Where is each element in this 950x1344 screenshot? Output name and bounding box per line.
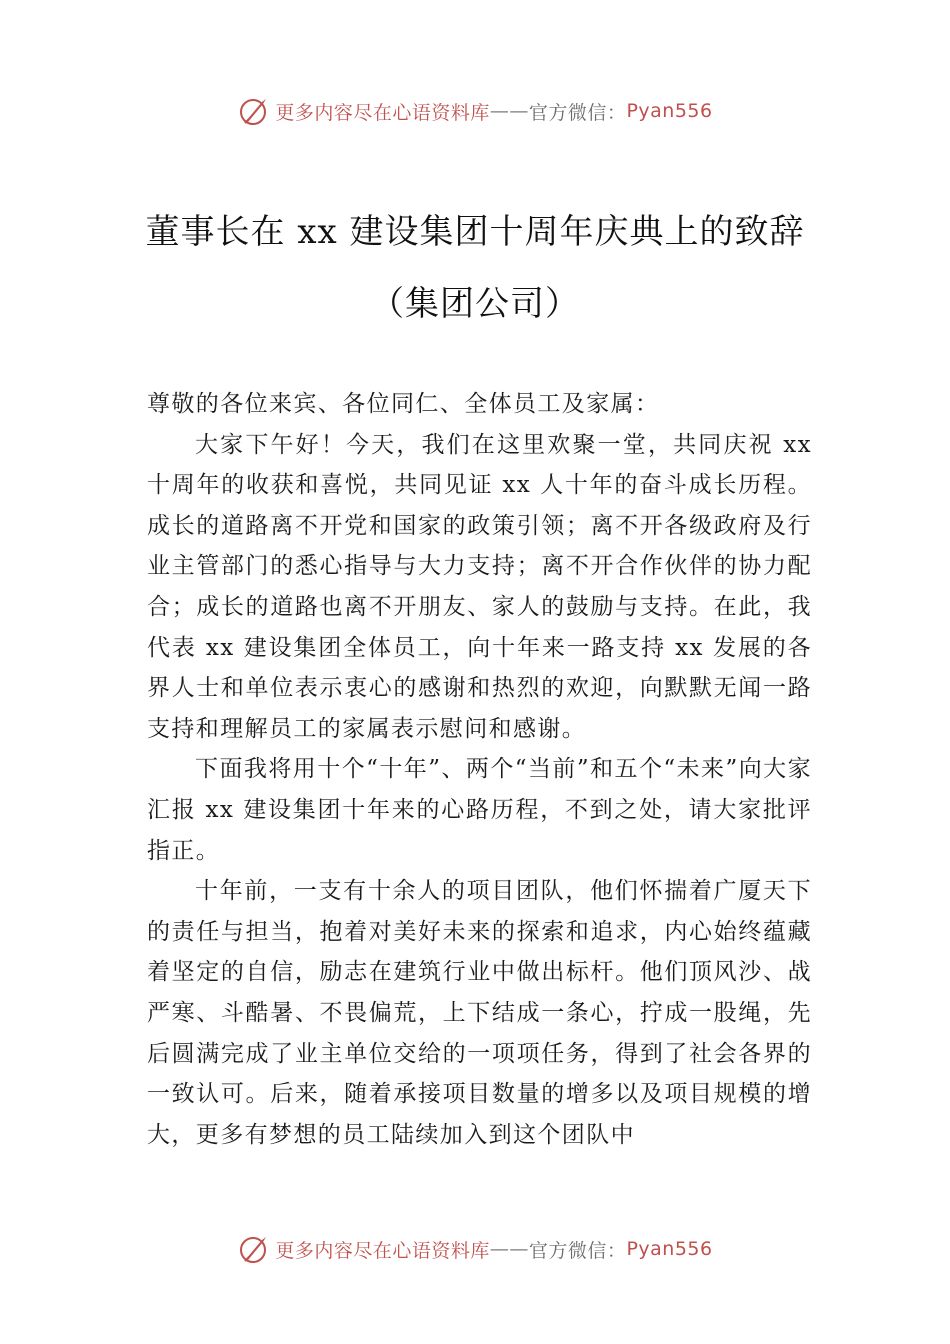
footer-dash: —— [489,1238,529,1260]
document-body [147,384,812,1155]
banner-dash: —— [489,100,529,122]
banner-wechat-id: Pyan556 [626,100,713,122]
document-title: 董事长在 xx 建设集团十周年庆典上的致辞 [145,212,805,252]
paragraph: 下面我将用十个“十年”、两个“当前”和五个“未来”向大家汇报 xx 建设集团十年来的心路历程，不到之处，请大家批评指正。 [147,756,812,864]
paragraph: 十年前，一支有十余人的项目团队，他们怀揣着广厦天下的责任与担当，抱着对美好未来的探索和追求，内心始终蕴藏着坚定的自信，励志在建筑行业中做出标杆。他们顶风沙、战严寒、斗酷暑、不畏偏荒，上下结成一条心，拧成一股绳，先后圆满完成了业主单位交给的一项项任务，得到了社会各界的一致认可。后来，随着承接项目数量的增多以及项目规模的增大，更多有梦想的员工陆续加入到这个团队中 [147,878,812,1148]
footer-wechat-label: 官方微信： [528,1239,627,1262]
footer-library-text: 更多内容尽在心语资料库 [275,1239,490,1262]
banner-wechat-label: 官方微信： [528,101,627,124]
document-subtitle: （集团公司） [370,284,580,324]
paragraph: 大家下午好！今天，我们在这里欢聚一堂，共同庆祝 xx 十周年的收获和喜悦，共同见证 xx 人十年的奋斗成长历程。成长的道路离不开党和国家的政策引领；离不开各级政府及行业主管部门的悉心指导与大力支持；离不开合作伙伴的协力配合；成长的道路也离不开朋友、家人的鼓励与支持。在此，我代表 xx 建设集团全体员工，向十年来一路支持 xx 发展的各界人士和单位表示衷心的感谢和热烈的欢迎，向默默无闻一路支持和理解员工的家属表示慰问和感谢。 [147,431,812,742]
footer-wechat-id: Pyan556 [626,1238,713,1260]
footer-banner [0,1232,950,1266]
quill-logo-icon [237,94,271,128]
header-banner [0,94,950,128]
quill-logo-icon [237,1232,271,1266]
banner-library-text: 更多内容尽在心语资料库 [275,101,490,124]
salutation: 尊敬的各位来宾、各位同仁、全体员工及家属： [147,391,660,417]
